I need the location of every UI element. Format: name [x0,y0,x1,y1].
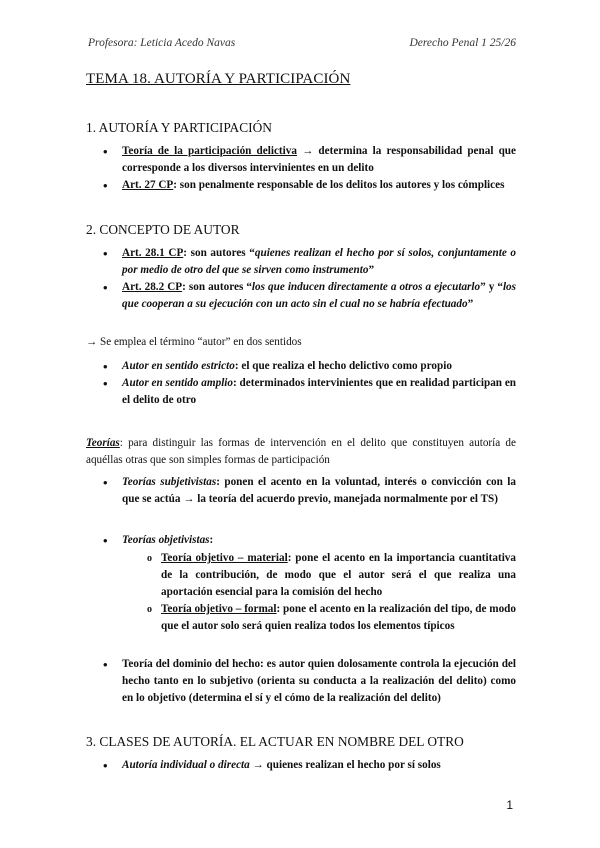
term-text: es autor quien dolosamente controla la ejecución del hecho tanto en lo subjetivo (orienta su conducta a la realización del delito) como en lo objetivo (determina el sí y el cómo de la realización del delito) [122,658,516,704]
list-item [103,532,516,635]
teorias-objetivistas-list [103,532,516,635]
teoria-dominio-list [103,656,516,707]
term-text: : ponen el acento en la voluntad, interés o convicción con la que se actúa → la teoría del acuerdo previo, manejada normalmente por el TS) [122,476,517,505]
term-text: ” [368,264,375,276]
term-label: Teorías subjetivistas [122,476,217,488]
section-1-list [103,143,516,194]
term-label: Autor en sentido estricto [122,360,235,372]
term-label: Art. 28.2 CP [122,281,183,293]
term-text: : son autores “ [182,281,252,293]
term-text: : son penalmente responsable de los delitos los autores y los cómplices [173,179,505,191]
term-text: : [209,534,214,546]
sentidos-list [103,358,516,409]
objetivistas-sublist [147,550,516,635]
term-label: Art. 28.1 CP [122,247,184,259]
term-text: : pone el acento en la importancia cuantitativa de la contribución, de modo que el autor será el que realiza una aportación esencial para la comisión del hecho [161,552,516,598]
sentidos-intro: → Se emplea el término “autor” en dos sentidos [86,336,302,348]
quote-text: los que cooperan a su ejecución con un acto sin el cual no se habría efectuado [122,281,516,310]
term-label: Teoría objetivo – formal [161,603,277,615]
quote-text: quienes realizan el hecho por sí solos, conjuntamente o por medio de otro del que se sirven como instrumento [122,247,516,276]
term-text: : determinados intervinientes que en realidad participan en el delito de otro [122,377,517,406]
quote-text: los que inducen directamente a otros a ejecutarlo [251,281,481,293]
term-text: ” y “ [480,281,503,293]
section-2-list [103,245,516,313]
teorias-paragraph [86,435,516,469]
page-title: TEMA 18. AUTORÍA Y PARTICIPACIÓN [86,71,351,87]
list-item [103,656,516,707]
teorias-subjetivistas-list [103,474,516,508]
list-item [147,601,516,635]
list-item [103,245,516,279]
list-item [103,143,516,177]
term-text: → determina la responsabilidad penal que corresponde a los diversos intervinientes en un delito [122,145,516,174]
list-item [103,279,516,313]
list-item [103,474,516,508]
term-label: Art. 27 CP [122,179,174,191]
term-text: : el que realiza el hecho delictivo como propio [234,360,452,372]
section-1-heading: 1. AUTORÍA Y PARTICIPACIÓN [86,120,272,135]
term-label: Teoría de la participación delictiva [122,145,297,157]
header-course: Derecho Penal 1 25/26 [409,37,516,49]
header-author: Profesora: Leticia Acedo Navas [88,37,236,49]
term-text: : son autores “ [183,247,255,259]
term-label: Teorías [86,437,120,449]
term-text: : para distinguir las formas de intervención en el delito que constituyen autoría de aquéllas otras que son simples formas de participación [86,437,516,466]
section-3-list [103,757,516,774]
term-label: Teoría del dominio del hecho: [122,658,264,670]
list-item [147,550,516,601]
list-item [103,358,516,375]
term-label: Autor en sentido amplio [122,377,234,389]
list-item [103,757,516,774]
term-text: → quienes realizan el hecho por sí solos [249,759,441,771]
list-item [103,177,516,194]
term-label: Teoría objetivo – material [161,552,288,564]
term-label: Autoría individual o directa [122,759,250,771]
list-item [103,375,516,409]
section-2-heading: 2. CONCEPTO DE AUTOR [86,222,240,237]
term-text: ” [467,298,474,310]
section-3-heading: 3. CLASES DE AUTORÍA. EL ACTUAR EN NOMBRE DEL OTRO [86,734,464,749]
page-number: 1 [506,798,513,812]
term-label: Teorías objetivistas [122,534,210,546]
term-text: : pone el acento en la realización del tipo, de modo que el autor solo será quien realiza todos los elementos típicos [161,603,516,632]
